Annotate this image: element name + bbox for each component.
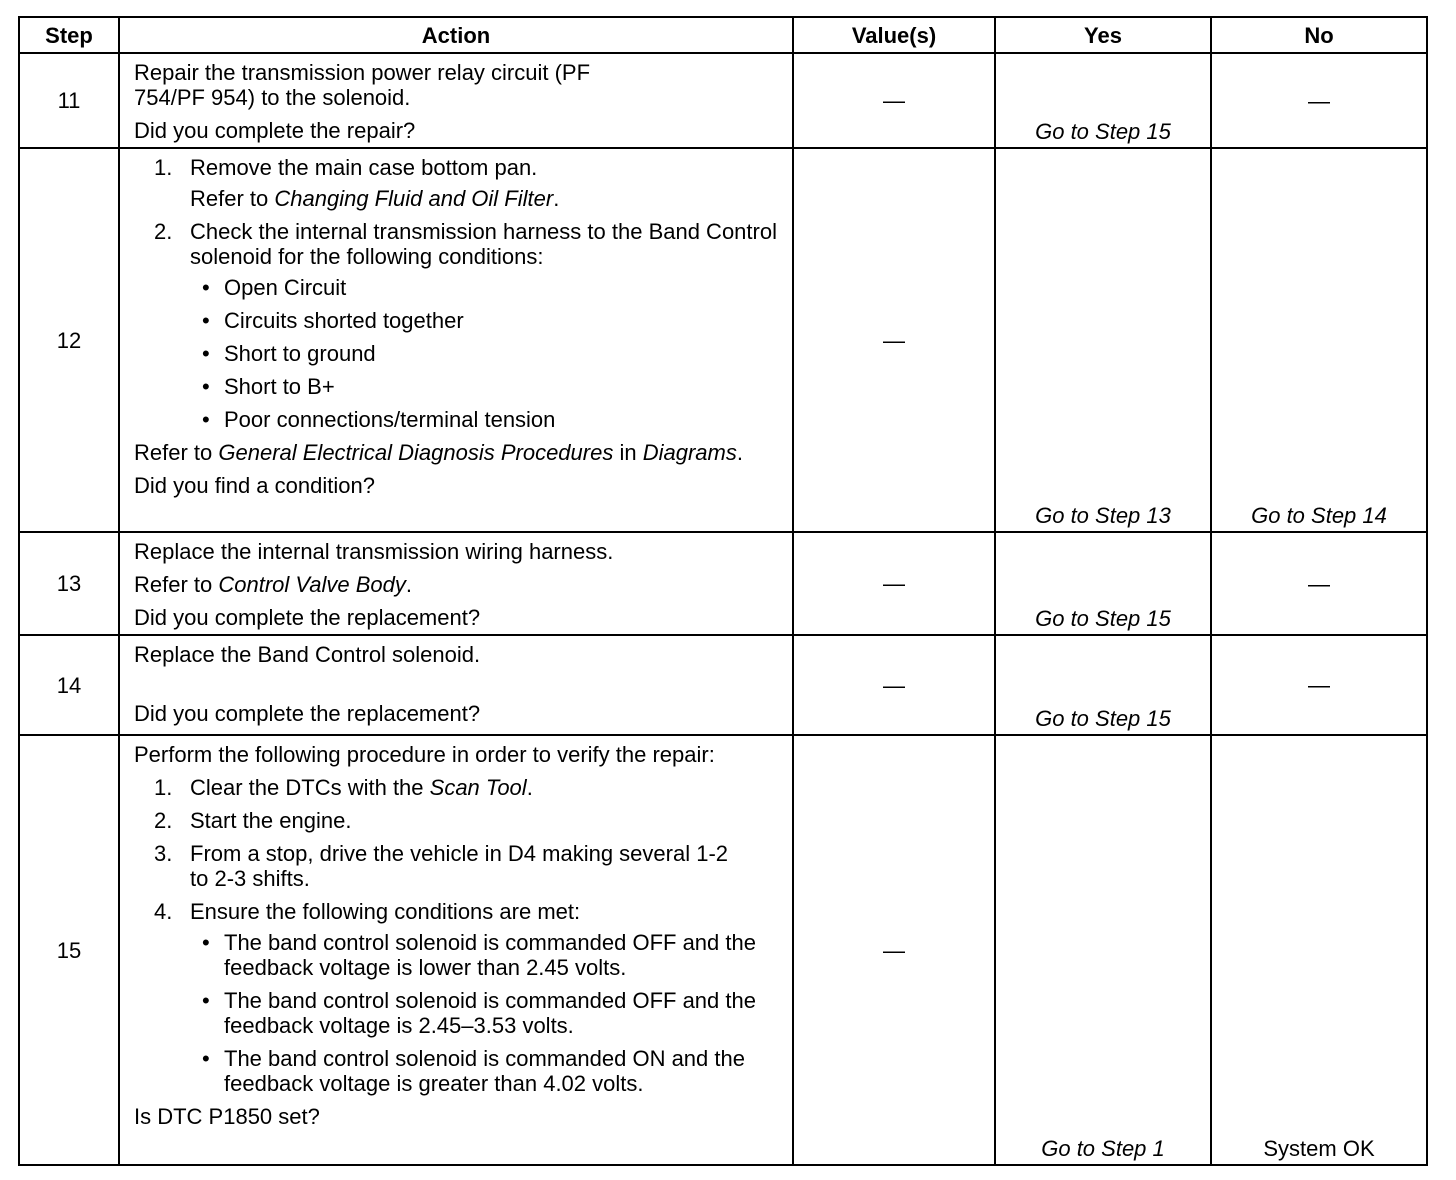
reference-text: Refer to Control Valve Body. [134,572,413,597]
list-item: 3. From a stop, drive the vehicle in D4 making several 1-2 to 2-3 shifts. [154,841,729,891]
value-cell: — [793,53,995,148]
reference-link[interactable]: Control Valve Body [218,572,406,597]
no-value: — [1308,571,1330,596]
yes-cell [995,532,1211,635]
question-text: Is DTC P1850 set? [134,1104,320,1129]
yes-link[interactable]: Go to Step 1 [1041,1136,1165,1161]
action-text: Replace the internal transmission wiring harness. [134,539,614,564]
table-row [19,735,1427,1165]
step-number: 12 [19,148,119,532]
question-text: Did you complete the replacement? [134,605,481,630]
step-number: 14 [19,635,119,735]
condition-list [190,275,778,432]
step-number: 13 [19,532,119,635]
list-item: 4. Ensure the following conditions are met: • The band control solenoid is commanded OFF and the feedback voltage is lower than 2.45 volts. • The band control solenoid is commanded OFF and the feedback voltage is 2.45–3.53 volts. • The band control solenoid is commanded ON and the feedback voltage is greater than 4.02 volts. [134,899,778,1096]
reference-link[interactable]: General Electrical Diagnosis Procedures [218,440,614,465]
list-item: 2. Start the engine. [154,808,352,833]
list-item: • The band control solenoid is commanded ON and the feedback voltage is greater than 4.02 volts. [202,1046,745,1096]
reference-text: Refer to General Electrical Diagnosis Procedures in Diagrams. [134,440,743,465]
procedure-list [134,775,778,1096]
header-yes: Yes [995,17,1211,53]
no-cell [1211,532,1427,635]
table-row [19,53,1427,148]
action-cell [119,148,793,532]
no-cell [1211,635,1427,735]
yes-cell [995,635,1211,735]
value-cell: — [793,635,995,735]
action-cell [119,532,793,635]
list-item: 1. Remove the main case bottom pan. Refer to Changing Fluid and Oil Filter. [134,155,778,211]
list-item: 2. Check the internal transmission harness to the Band Control solenoid for the following conditions: • Open Circuit • Circuits shorted together • Short to ground • Short to B+ • Poor connections/terminal tension [154,219,777,432]
table-row [19,148,1427,532]
yes-link[interactable]: Go to Step 15 [1035,706,1171,731]
reference-link[interactable]: Changing Fluid and Oil Filter [274,186,554,211]
no-cell [1211,148,1427,532]
question-text: Did you complete the repair? [134,118,416,143]
no-link[interactable]: Go to Step 14 [1251,503,1387,528]
list-item: • The band control solenoid is commanded OFF and the feedback voltage is 2.45–3.53 volts. [202,988,756,1038]
item-text: Remove the main case bottom pan. [190,155,538,180]
value-cell: — [793,148,995,532]
header-action: Action [119,17,793,53]
reference-link[interactable]: Scan Tool [429,775,527,800]
yes-cell [995,53,1211,148]
reference-link[interactable]: Diagrams [642,440,737,465]
no-value: — [1308,88,1330,113]
value-cell: — [793,532,995,635]
list-item: 1. Clear the DTCs with the Scan Tool. [154,775,533,800]
action-text: Perform the following procedure in order to verify the repair: [134,742,715,767]
header-values: Value(s) [793,17,995,53]
question-text: Did you complete the replacement? [134,701,481,726]
action-text: Replace the Band Control solenoid. [134,642,481,667]
list-item: • Circuits shorted together [202,308,464,333]
no-cell [1211,735,1427,1165]
reference-text: Refer to Changing Fluid and Oil Filter. [190,186,560,211]
action-text: Repair the transmission power relay circuit (PF 754/PF 954) to the solenoid. [134,60,591,110]
procedure-list [134,155,778,432]
question-text: Did you find a condition? [134,473,375,498]
yes-cell [995,735,1211,1165]
yes-cell [995,148,1211,532]
yes-link[interactable]: Go to Step 15 [1035,119,1171,144]
header-step: Step [19,17,119,53]
header-no: No [1211,17,1427,53]
action-cell [119,635,793,735]
table-row [19,635,1427,735]
no-result: System OK [1263,1136,1375,1161]
diagnostic-table [18,16,1428,1166]
list-item: • Short to ground [202,341,376,366]
table-row [19,532,1427,635]
list-item: • The band control solenoid is commanded OFF and the feedback voltage is lower than 2.45 volts. [202,930,756,980]
item-text: Check the internal transmission harness to the Band Control solenoid for the following conditions: [190,219,777,269]
no-cell [1211,53,1427,148]
list-item: • Short to B+ [202,374,335,399]
yes-link[interactable]: Go to Step 15 [1035,606,1171,631]
value-cell: — [793,735,995,1165]
list-item: • Open Circuit [202,275,347,300]
list-item: • Poor connections/terminal tension [202,407,556,432]
step-number: 15 [19,735,119,1165]
step-number: 11 [19,53,119,148]
action-cell [119,53,793,148]
yes-link[interactable]: Go to Step 13 [1035,503,1171,528]
header-row [19,17,1427,53]
condition-list [190,930,778,1096]
action-cell [119,735,793,1165]
no-value: — [1308,672,1330,698]
